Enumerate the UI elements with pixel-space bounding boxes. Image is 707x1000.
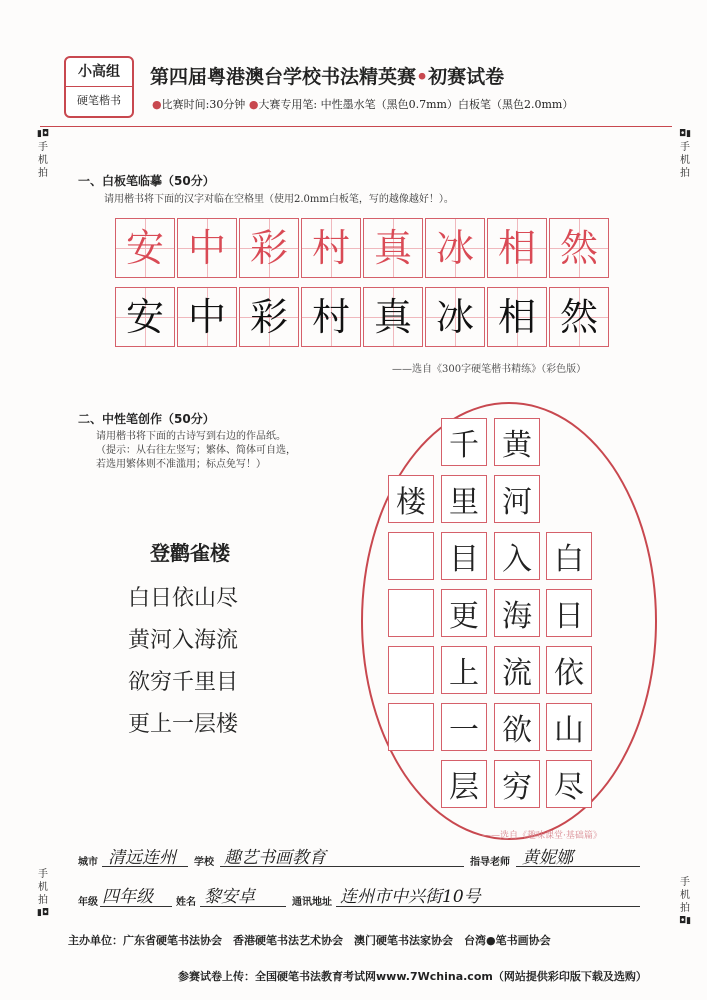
side-label-bottom-left: 手机拍 ▮◘ <box>36 869 50 918</box>
model-char-cell <box>549 218 609 278</box>
title-sub: 初赛试卷 <box>428 66 505 88</box>
char-glyph: 冰 <box>435 295 474 339</box>
char-glyph: 彩 <box>249 226 288 270</box>
section2-instruction: 请用楷书将下面的古诗写到右边的作品纸。 （提示：从右往左竖写；繁体、简体可自选， 若选用繁体则不准滥用；标点免写！） <box>96 431 296 470</box>
poem-line: 欲穷千里目 <box>128 670 239 695</box>
side-label-bottom-right: 手机拍 ◘▮ <box>678 877 692 926</box>
poem-line: 黄河入海流 <box>128 628 239 653</box>
work-grid-cell[interactable]: 目 <box>441 532 487 580</box>
char-glyph: 中 <box>187 295 226 339</box>
camera-icon: ◘▮ <box>678 129 692 139</box>
teacher-value[interactable]: 黄妮娜 <box>522 848 573 868</box>
section2-credit: ——选自《趣味课堂·基础篇》 <box>482 831 602 841</box>
city-label: 城市 <box>78 857 98 868</box>
written-char-cell[interactable] <box>177 287 237 347</box>
address-underline <box>336 906 640 907</box>
teacher-underline <box>516 866 640 867</box>
char-glyph: 然 <box>559 295 598 339</box>
camera-icon: ▮◘ <box>36 908 50 918</box>
badge-group-label: 小高组 <box>66 58 132 87</box>
work-grid-cell[interactable]: 里 <box>441 475 487 523</box>
school-underline <box>220 866 464 867</box>
title-main: 第四届粤港澳台学校书法精英赛 <box>150 66 417 88</box>
poem-title: 登鹳雀楼 <box>150 541 230 565</box>
char-glyph: 彩 <box>249 295 288 339</box>
work-grid-cell[interactable]: 海 <box>494 589 540 637</box>
city-value[interactable]: 清远连州 <box>108 848 176 868</box>
work-grid-cell[interactable]: 穷 <box>494 760 540 808</box>
work-grid-cell[interactable]: 尽 <box>546 760 592 808</box>
camera-icon: ◘▮ <box>678 916 692 926</box>
organizers-line: 主办单位：广东省硬笔书法协会 香港硬笔书法艺术协会 澳门硬笔书法家协会 台湾●笔书画协会 <box>68 934 551 947</box>
poem-line: 白日依山尽 <box>128 586 239 611</box>
written-char-cell[interactable] <box>487 287 547 347</box>
school-label: 学校 <box>194 857 214 868</box>
side-label-top-left: ▮◘ 手机拍 <box>36 129 50 179</box>
char-glyph: 中 <box>187 226 226 270</box>
written-char-cell[interactable] <box>425 287 485 347</box>
exam-pens: 大赛专用笔: 中性墨水笔（黑色0.7mm）白板笔（黑色2.0mm） <box>258 98 574 111</box>
exam-info: ●比赛时间:30分钟 ●大赛专用笔: 中性墨水笔（黑色0.7mm）白板笔（黑色2.0mm） <box>152 98 574 111</box>
work-grid-cell[interactable] <box>388 532 434 580</box>
header-divider <box>40 126 672 127</box>
work-grid-cell[interactable]: 楼 <box>388 475 434 523</box>
char-glyph: 冰 <box>435 226 474 270</box>
model-char-cell <box>301 218 361 278</box>
name-label: 姓名 <box>176 897 196 908</box>
work-grid-cell[interactable]: 欲 <box>494 703 540 751</box>
written-char-cell[interactable] <box>363 287 423 347</box>
page-title <box>150 62 504 89</box>
work-grid-cell[interactable]: 河 <box>494 475 540 523</box>
work-grid-cell[interactable]: 白 <box>546 532 592 580</box>
char-glyph: 相 <box>497 226 536 270</box>
work-grid-cell[interactable]: 黄 <box>494 418 540 466</box>
grade-value[interactable]: 四年级 <box>102 887 153 907</box>
name-value[interactable]: 黎安卓 <box>204 887 255 907</box>
char-glyph: 村 <box>311 226 350 270</box>
work-grid-cell[interactable] <box>388 703 434 751</box>
section1-instruction: 请用楷书将下面的汉字对临在空格里（使用2.0mm白板笔，写的越像越好！）。 <box>104 194 454 205</box>
name-underline <box>200 906 286 907</box>
written-char-row <box>115 287 611 347</box>
group-badge <box>64 56 134 118</box>
char-glyph: 安 <box>125 226 164 270</box>
char-glyph: 真 <box>373 226 412 270</box>
written-char-cell[interactable] <box>301 287 361 347</box>
city-underline <box>102 866 188 867</box>
work-grid-cell[interactable]: 一 <box>441 703 487 751</box>
work-grid-cell[interactable]: 入 <box>494 532 540 580</box>
school-value[interactable]: 趣艺书画教育 <box>224 848 326 868</box>
char-glyph: 真 <box>373 295 412 339</box>
work-grid-cell[interactable]: 层 <box>441 760 487 808</box>
poem-line: 更上一层楼 <box>128 712 239 737</box>
work-grid-cell[interactable]: 更 <box>441 589 487 637</box>
model-char-cell <box>239 218 299 278</box>
section1-credit: ——选自《300字硬笔楷书精练》（彩色版） <box>392 364 587 375</box>
model-char-cell <box>177 218 237 278</box>
section1-heading: 一、白板笔临摹（50分） <box>78 174 215 188</box>
address-value[interactable]: 连州市中兴街10号 <box>340 887 481 907</box>
model-char-cell <box>115 218 175 278</box>
char-glyph: 相 <box>497 295 536 339</box>
model-char-cell <box>487 218 547 278</box>
exam-time: 比赛时间:30分钟 <box>161 98 246 111</box>
teacher-label: 指导老师 <box>470 857 510 868</box>
written-char-cell[interactable] <box>549 287 609 347</box>
char-glyph: 村 <box>311 295 350 339</box>
written-char-cell[interactable] <box>239 287 299 347</box>
char-glyph: 安 <box>125 295 164 339</box>
work-grid-cell[interactable]: 日 <box>546 589 592 637</box>
work-grid-cell[interactable]: 流 <box>494 646 540 694</box>
grade-underline <box>100 906 172 907</box>
camera-icon: ▮◘ <box>36 129 50 139</box>
work-grid-cell[interactable]: 千 <box>441 418 487 466</box>
model-char-cell <box>425 218 485 278</box>
grade-label: 年级 <box>78 897 98 908</box>
work-grid-cell[interactable]: 上 <box>441 646 487 694</box>
badge-style-label: 硬笔楷书 <box>77 94 121 107</box>
poem-body <box>128 578 238 746</box>
section2-heading: 二、中性笔创作（50分） <box>78 412 215 426</box>
address-label: 通讯地址 <box>292 897 332 908</box>
written-char-cell[interactable] <box>115 287 175 347</box>
work-grid-cell[interactable] <box>388 646 434 694</box>
model-char-cell <box>363 218 423 278</box>
side-label-top-right: ◘▮ 手机拍 <box>678 129 692 179</box>
char-glyph: 然 <box>559 226 598 270</box>
work-grid-cell[interactable]: 山 <box>546 703 592 751</box>
model-char-row <box>115 218 611 278</box>
title-dot: • <box>416 66 429 88</box>
work-grid-cell[interactable]: 依 <box>546 646 592 694</box>
upload-line: 参赛试卷上传：全国硬笔书法教育考试网www.7Wchina.com（网站提供彩印版下载及选购） <box>178 970 647 983</box>
work-grid-cell[interactable] <box>388 589 434 637</box>
